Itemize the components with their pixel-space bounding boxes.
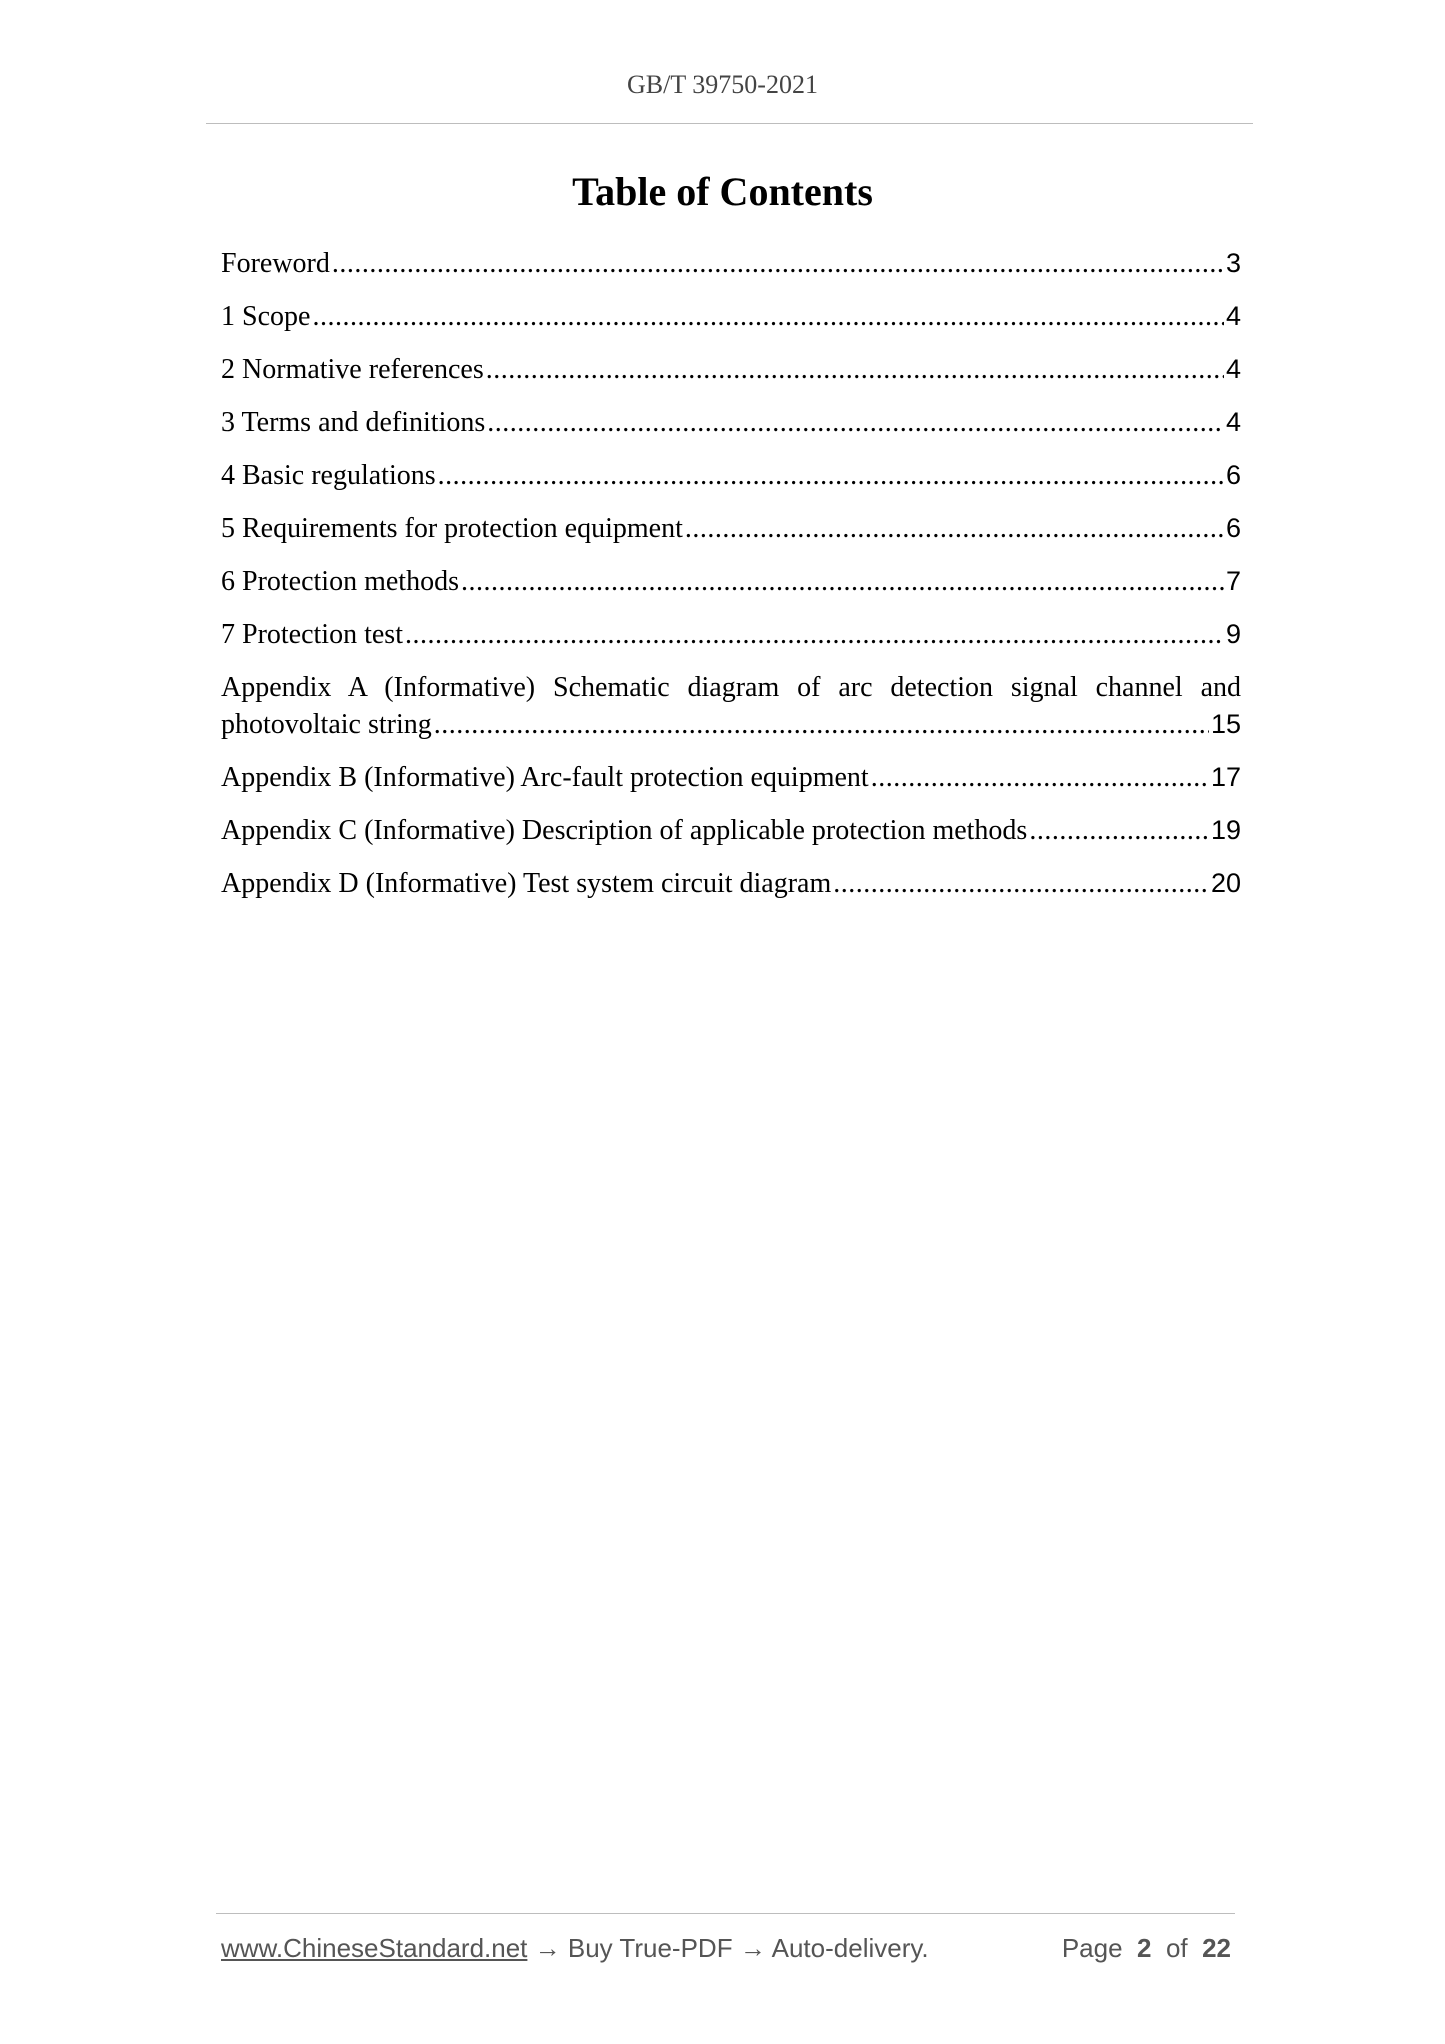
toc-entry-label: 2 Normative references — [221, 354, 484, 385]
total-page-count: 22 — [1202, 1933, 1231, 1963]
toc-entry-basic-regulations[interactable] — [221, 457, 1241, 494]
footer-divider — [216, 1913, 1235, 1914]
toc-page-number: 4 — [1225, 301, 1241, 331]
current-page-number: 2 — [1137, 1933, 1152, 1963]
toc-leader-dots — [405, 616, 1224, 653]
header-divider — [206, 123, 1253, 124]
toc-entry-label: 1 Scope — [221, 301, 311, 332]
page-label: Page — [1061, 1933, 1123, 1963]
toc-page-number: 4 — [1225, 354, 1241, 384]
toc-entry-label-line1: Appendix A (Informative) Schematic diagram of arc detection signal channel and — [221, 672, 1241, 703]
table-of-contents — [221, 245, 1241, 918]
toc-entry-appendix-d[interactable] — [221, 865, 1241, 902]
toc-leader-dots — [685, 510, 1224, 547]
document-header-id: GB/T 39750-2021 — [627, 70, 818, 99]
toc-page-number: 6 — [1225, 513, 1241, 543]
arrow-right-icon: → — [739, 1933, 766, 1963]
footer-promo — [221, 1933, 929, 1964]
toc-entry-scope[interactable] — [221, 298, 1241, 335]
toc-entry-label: 3 Terms and definitions — [221, 407, 486, 438]
arrow-right-icon: → — [534, 1933, 561, 1963]
toc-entry-terms-definitions[interactable] — [221, 404, 1241, 441]
page-title: Table of Contents — [572, 169, 873, 214]
toc-entry-label: Foreword — [221, 248, 330, 279]
toc-leader-dots — [1029, 812, 1209, 849]
toc-page-number: 15 — [1210, 709, 1241, 739]
toc-entry-requirements[interactable] — [221, 510, 1241, 547]
toc-leader-dots — [312, 298, 1224, 335]
toc-page-number: 20 — [1210, 868, 1241, 898]
toc-entry-label: 7 Protection test — [221, 619, 403, 650]
toc-entry-protection-methods[interactable] — [221, 563, 1241, 600]
buy-true-pdf-text: Buy True-PDF — [567, 1933, 733, 1963]
toc-entry-normative-references[interactable] — [221, 351, 1241, 388]
toc-entry-appendix-c[interactable] — [221, 812, 1241, 849]
toc-page-number: 3 — [1225, 248, 1241, 278]
toc-leader-dots — [486, 351, 1224, 388]
toc-leader-dots — [438, 457, 1224, 494]
toc-page-number: 6 — [1225, 460, 1241, 490]
toc-page-number: 9 — [1225, 619, 1241, 649]
website-link[interactable]: www.ChineseStandard.net — [221, 1933, 528, 1963]
toc-leader-dots — [487, 404, 1224, 441]
page-of-label: of — [1165, 1933, 1188, 1963]
toc-page-number: 4 — [1225, 407, 1241, 437]
toc-page-number: 19 — [1210, 815, 1241, 845]
toc-page-number: 7 — [1225, 566, 1241, 596]
toc-entry-foreword[interactable] — [221, 245, 1241, 282]
toc-page-number: 17 — [1210, 762, 1241, 792]
toc-entry-appendix-b[interactable] — [221, 759, 1241, 796]
toc-leader-dots — [871, 759, 1209, 796]
toc-entry-appendix-a[interactable] — [221, 669, 1241, 743]
toc-leader-dots — [833, 865, 1209, 902]
toc-entry-label: 6 Protection methods — [221, 566, 459, 597]
toc-entry-label: 5 Requirements for protection equipment — [221, 513, 683, 544]
toc-leader-dots — [332, 245, 1224, 282]
toc-entry-label: Appendix D (Informative) Test system circuit diagram — [221, 868, 832, 899]
auto-delivery-text: Auto-delivery. — [771, 1933, 929, 1963]
page-indicator — [1062, 1933, 1231, 1964]
toc-entry-label: Appendix C (Informative) Description of applicable protection methods — [221, 815, 1028, 846]
toc-leader-dots — [461, 563, 1224, 600]
toc-entry-protection-test[interactable] — [221, 616, 1241, 653]
toc-entry-label: Appendix B (Informative) Arc-fault protection equipment — [221, 762, 869, 793]
toc-entry-label-line2: photovoltaic string — [221, 709, 432, 740]
toc-leader-dots — [434, 706, 1209, 743]
toc-entry-label: 4 Basic regulations — [221, 460, 436, 491]
